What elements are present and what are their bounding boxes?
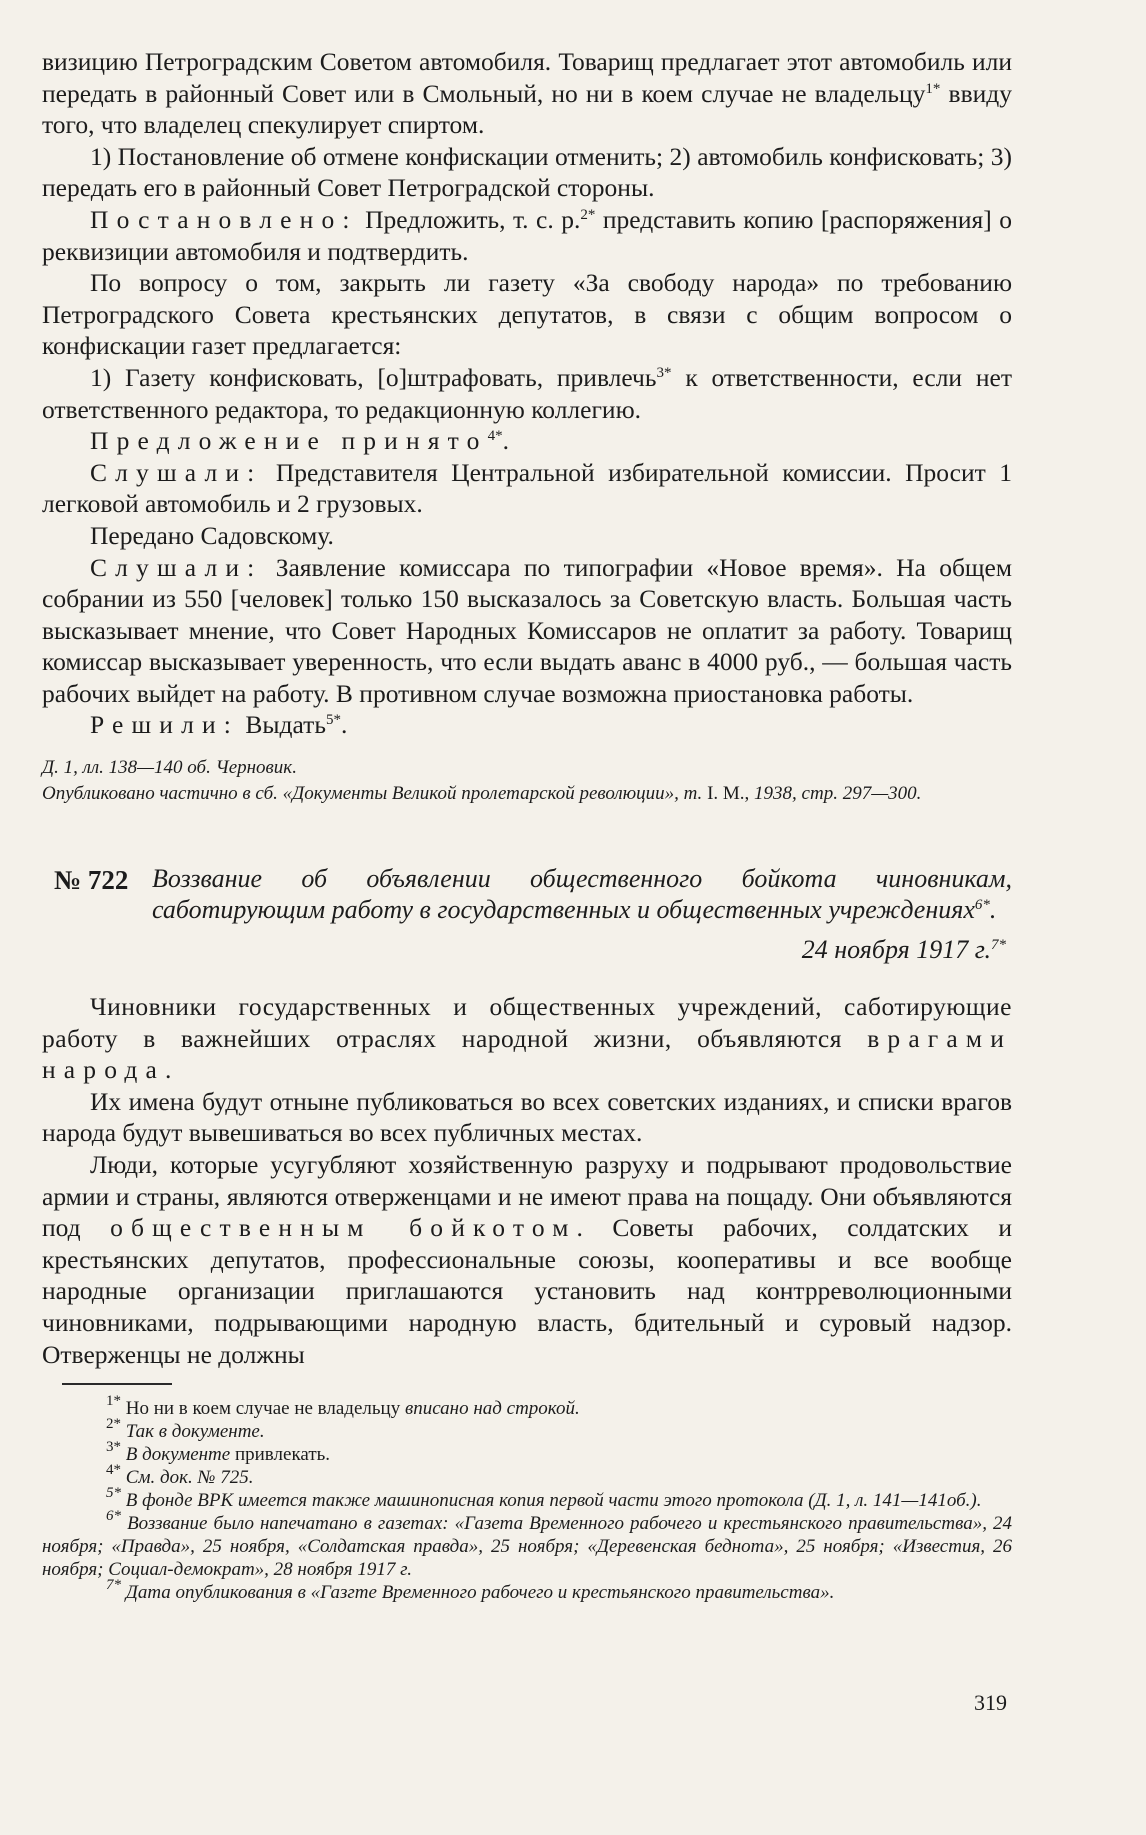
footnote-1: $^{1*}$ Но ни в коем случае не владельцу вписано над строкой.	[106, 1393, 580, 1420]
source-reference	[42, 755, 1012, 807]
protocol-transfer: Передано Садовскому.	[90, 520, 334, 550]
document-number: № 722	[54, 865, 129, 896]
appeal-paragraph-3: Люди, которые усугубляют хозяйственную разруху и подрывают продовольствие армии и страны, являются отверженцами и не имеют права на пощаду. Они объявляются под общественным бойкотом. Советы рабочих, солдатских и крестьянских депутатов, профессиональные союзы, кооперативы и все вообще народные организации приглашаются установить над контрреволюционными чиновниками, подрывающими народную власть, бдительный и суровый надзор. Отверженцы не должны	[42, 1150, 1012, 1369]
protocol-paragraph-2: 1) Постановление об отмене конфискации отменить; 2) автомобиль конфисковать; 3) передать его в районный Совет Петроградской стороны.	[42, 141, 1012, 203]
protocol-heard-2: Слушали: Заявление комиссара по типографии «Новое время». На общем собрании из 550 [человек] только 150 высказалось за Советскую власть. Большая часть высказывает мнение, что Совет Народных Комиссаров не оплатит за работу. Товарищ комиссар высказывает уверенность, что если выдать аванс в 4000 руб., — большая часть рабочих выйдет на работу. В противном случае возможна приостановка работы.	[42, 552, 1013, 708]
footnote-divider	[62, 1383, 172, 1385]
protocol-decision-1: Предложение принято$^{4*}$.	[90, 426, 509, 456]
resolution-label: Постановлено:	[90, 204, 358, 234]
footnote-3: $^{3*}$ В документе привлекать.	[106, 1439, 331, 1466]
appeal-paragraph-2: Их имена будут отныне публиковаться во всех советских изданиях, и списки врагов народа будут вывешиваться во всех публичных местах.	[42, 1086, 1012, 1148]
footnote-marker[interactable]: 1*	[925, 80, 941, 97]
footnote-6: $^{6*}$ Воззвание было напечатано в газетах: «Газета Временного рабочего и крестьянского правительства», 24 ноября; «Правда», 25 ноября, «Солдатская правда», 25 ноября; «Деревенская беднота», 25 ноября; «Известия, 26 ноября; Социал-демократ», 28 ноября 1917 г.	[42, 1508, 1013, 1581]
protocol-paragraph-1: визицию Петроградским Советом автомобиля. Товарищ предлагает этот автомобиль или передать в районный Совет или в Смольный, но ни в коем случае не владельцу$^{1*}$ ввиду того, что владелец спекулирует спиртом.	[42, 47, 1012, 140]
appeal-text	[42, 991, 1012, 1370]
protocol-paragraph-3: По вопросу о том, закрыть ли газету «За свободу народа» по требованию Петроградского Совета крестьянских депутатов, в связи с общим вопросом о конфискации газет предлагается:	[42, 268, 1012, 361]
protocol-resolution-1: Постановлено: Предложить, т. с. р.$^{2*}$ представить копию [распоряжения] о реквизиции автомобиля и подтвердить.	[42, 204, 1012, 266]
heard-label: Слушали:	[90, 457, 263, 487]
decided-label: Решили:	[90, 710, 240, 740]
archive-reference: Д. 1, лл. 138—140 об. Черновик.	[42, 757, 297, 779]
footnote-4: $^{4*}$ См. док. № 725.	[106, 1462, 254, 1489]
protocol-decided: Решили: Выдать$^{5*}$.	[90, 710, 348, 740]
protocol-heard-1: Слушали: Представителя Центральной избирательной комиссии. Просит 1 легковой автомобиль и 2 грузовых.	[42, 457, 1012, 519]
footnotes	[42, 1393, 1013, 1604]
footnote-marker[interactable]: 7*	[991, 937, 1006, 954]
footnote-marker[interactable]: 5*	[325, 712, 341, 729]
emphasis-text: общественным бойкотом	[110, 1213, 577, 1243]
protocol-paragraph-4: 1) Газету конфисковать, [о]штрафовать, привлечь$^{3*}$ к ответственности, если нет ответственного редактора, то редакционную коллегию.	[42, 362, 1012, 424]
document-header	[42, 863, 1012, 965]
footnote-marker[interactable]: 2*	[580, 206, 596, 223]
footnote-2: $^{2*}$ Так в документе.	[106, 1416, 265, 1443]
appeal-paragraph-1: Чиновники государственных и общественных учреждений, саботирующие работу в важнейших отраслях народной жизни, объявляются врагами народа.	[42, 992, 1013, 1085]
heard-label: Слушали:	[90, 552, 263, 582]
footnote-marker[interactable]: 6*	[974, 897, 990, 914]
footnote-marker[interactable]: 4*	[487, 428, 503, 445]
footnote-7: $^{7*}$ Дата опубликования в «Газгте Временного рабочего и крестьянского правительства».	[106, 1577, 835, 1604]
publication-reference: Опубликовано частично в сб. «Документы Великой пролетарской революции», т. I. М., 1938, стр. 297—300.	[42, 783, 922, 805]
document-title: Воззвание об объявлении общественного бойкота чиновникам, саботирующим работу в государственных и общественных учреждениях$^{6*}$.	[152, 864, 1012, 925]
page-number: 319	[974, 1690, 1007, 1715]
footnote-5: $^{5*}$ В фонде ВРК имеется также машинописная копия первой части этого протокола (Д. 1, л. 141—141об.).	[106, 1485, 982, 1512]
page-content	[42, 46, 1012, 1604]
document-date: 24 ноября 1917 г.$^{7*}$	[801, 935, 1006, 965]
emphasis-text: врагами народа	[42, 1023, 1013, 1085]
footnote-marker[interactable]: 3*	[656, 364, 672, 381]
